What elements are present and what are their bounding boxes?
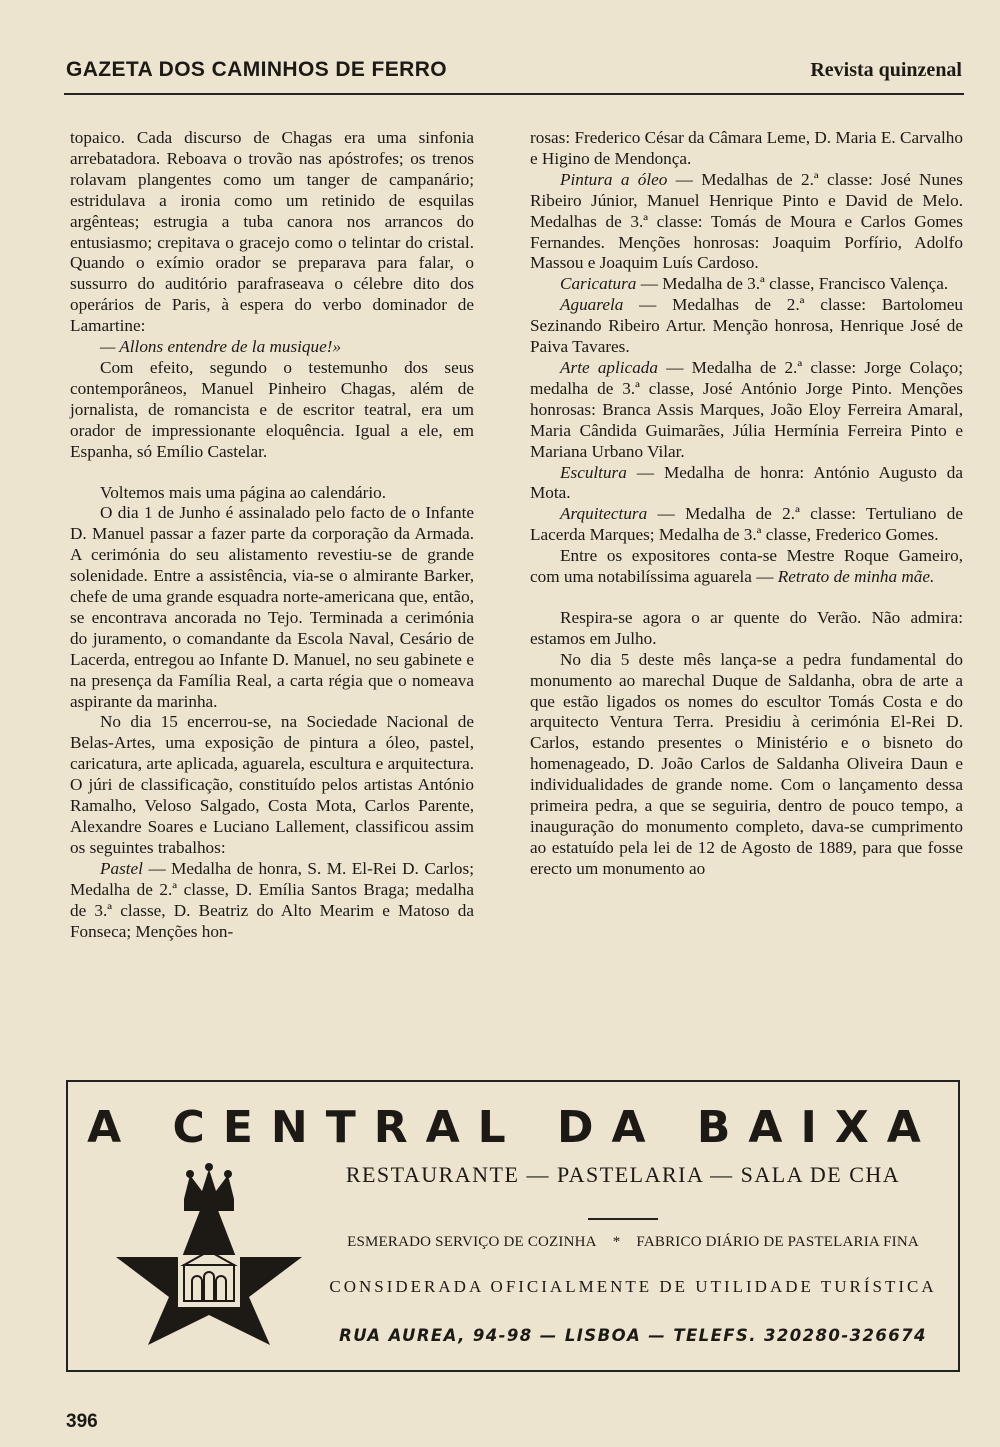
- paragraph: [530, 504, 963, 546]
- ad-title: A CENTRAL DA BAIXA: [87, 1102, 939, 1153]
- paragraph: [530, 274, 963, 295]
- paragraph: No dia 5 deste mês lança-se a pedra fundamental do monumento ao marechal Duque de Saldanha, obra de arte a que estão ligados os nomes do escultor Tomás Costa e do arquitecto Ventura Terra. Presidiu à cerimónia El-Rei D. Carlos, estando presentes o Ministério e o bisneto do homenageado, D. João Carlos de Saldanha Oliveira Daun e individualidades de grande nome. Com o lançamento dessa primeira pedra, a que se seguiria, dentro de pouco tempo, a inauguração do monumento completo, dava-se cumprimento ao estatuído pela lei de 12 de Agosto de 1889, para que fosse erecto um monumento ao: [530, 649, 963, 878]
- category-text: — Medalhas de 2.ª classe: Bartolomeu Sezinando Ribeiro Artur. Menção honrosa, Henrique José de Paiva Tavares.: [530, 295, 963, 357]
- category-text: — Medalha de 3.ª classe, Francisco Valença.: [636, 274, 949, 294]
- category-text: — Medalha de 2.ª classe: Jorge Colaço; medalha de 3.ª classe, José António Jorge Pinto. Menções honrosas: Branca Assis Marques, João Eloy Ferreira Amaral, Maria Cândida Guimarães, Júlia Hermínia Ferreira Pinto e Mariana Urbano Vilar.: [530, 357, 963, 461]
- paragraph: No dia 15 encerrou-se, na Sociedade Nacional de Belas-Artes, uma exposição de pintura a óleo, pastel, caricatura, arte aplicada, aguarela, escultura e arquitectura. O júri de classificação, constituído pelos artistas António Ramalho, Veloso Salgado, Costa Mota, Carlos Parente, Alexandre Soares e Luciano Lallement, classificou assim os seguintes trabalhos:: [70, 712, 474, 857]
- category-text: — Medalha de 2.ª classe: Tertuliano de Lacerda Marques; Medalha de 3.ª classe, Frederico Gomes.: [530, 504, 963, 545]
- crowned-star-logo-icon: [114, 1147, 304, 1347]
- publication-subtitle: Revista quinzenal: [810, 59, 962, 81]
- category-label: Pintura a óleo: [560, 169, 668, 189]
- paragraph: [530, 358, 963, 463]
- header-rule: [64, 93, 964, 95]
- category-text: — Medalha de honra, S. M. El-Rei D. Carlos; Medalha de 2.ª classe, D. Emília Santos Braga; medalha de 3.ª classe, D. Beatriz do Alto Mearim e Matoso da Fonseca; Menções hon-: [70, 858, 474, 941]
- ad-divider: [588, 1218, 658, 1220]
- paragraph: [530, 546, 963, 588]
- publication-title: GAZETA DOS CAMINHOS DE FERRO: [66, 58, 448, 81]
- paragraph: rosas: Frederico César da Câmara Leme, D. Maria E. Carvalho e Higino de Mendonça.: [530, 128, 963, 168]
- paragraph: O dia 1 de Junho é assinalado pelo facto de o Infante D. Manuel passar a fazer parte da corporação da Armada. A cerimónia do seu alistamento revestiu-se de grande solenidade. Entre a assistência, via-se o almirante Barker, chefe de uma grande esquadra norte-americana que, então, se encontrava ancorada no Tejo. Terminada a cerimónia do juramento, o comandante da Escola Naval, Cesário de Lacerda, entregou ao Infante D. Manuel, no seu gabinete e na presença da Família Real, a carta régia que o nomeava aspirante da marinha.: [70, 503, 474, 711]
- asterisk-separator: *: [612, 1234, 621, 1250]
- paragraph: Respira-se agora o ar quente do Verão. Não admira: estamos em Julho.: [530, 607, 963, 648]
- page-number: 396: [66, 1411, 98, 1432]
- paragraph-text: Entre os expositores conta-se Mestre Roque Gameiro, com uma notabilíssima aguarela —: [530, 546, 963, 587]
- category-text: — Medalhas de 2.ª classe: José Nunes Ribeiro Júnior, Manuel Henrique Pinto e David de Melo. Medalhas de 3.ª classe: Tomás de Moura e Carlos Gomes Fernandes. Menções honrosas: Joaquim Porfírio, Adolfo Massou e Joaquim Luís Cardoso.: [530, 169, 963, 273]
- category-label: Aguarela: [560, 295, 624, 315]
- advertisement: [66, 1080, 960, 1372]
- ad-official-note: CONSIDERADA OFICIALMENTE DE UTILIDADE TURÍSTICA: [329, 1277, 937, 1296]
- left-column: [70, 128, 474, 942]
- ad-services: [313, 1234, 953, 1251]
- paragraph: Com efeito, segundo o testemunho dos seus contemporâneos, Manuel Pinheiro Chagas, além de jornalista, de romancista e de escritor teatral, era um orador de impressionante eloquência. Igual a ele, em Espanha, só Emílio Castelar.: [70, 357, 474, 461]
- category-label: Arte aplicada: [560, 357, 658, 377]
- paragraph: [530, 295, 963, 358]
- running-header: [66, 58, 962, 92]
- service-kitchen: ESMERADO SERVIÇO DE COZINHA: [347, 1234, 597, 1250]
- quote-line: — Allons entendre de la musique!»: [100, 337, 342, 357]
- category-text: — Medalha de honra: António Augusto da Mota.: [530, 462, 963, 503]
- paragraph: [70, 859, 474, 943]
- ad-address: RUA AUREA, 94-98 — LISBOA — TELEFS. 320280-326674: [339, 1326, 927, 1345]
- category-label: Arquitectura: [560, 504, 648, 524]
- ad-subtitle: RESTAURANTE — PASTELARIA — SALA DE CHA: [345, 1162, 901, 1187]
- paragraph: [530, 463, 963, 505]
- category-label: Pastel: [100, 858, 143, 878]
- artwork-title: Retrato de minha mãe.: [777, 567, 935, 587]
- paragraph: Voltemos mais uma página ao calendário.: [100, 482, 387, 502]
- paragraph: [530, 170, 963, 275]
- right-column: [530, 128, 963, 880]
- category-label: Escultura: [560, 462, 627, 482]
- category-label: Caricatura: [560, 274, 637, 294]
- service-pastry: FABRICO DIÁRIO DE PASTELARIA FINA: [636, 1234, 919, 1250]
- paragraph: topaico. Cada discurso de Chagas era uma sinfonia arrebatadora. Reboava o trovão nas apóstrofes; os trenos rolavam plangentes como um tanger de campanário; estridulava a ironia como um retinido de esquilas argênteas; estrugia a tuba canora nos arrancos do entusiasmo; crepitava o gracejo como o telintar do cristal. Quando o exímio orador se preparava para falar, o sussurro do auditório parafraseava o célebre dito dos operários de Paris, à espera do verbo dominador de Lamartine:: [70, 128, 474, 336]
